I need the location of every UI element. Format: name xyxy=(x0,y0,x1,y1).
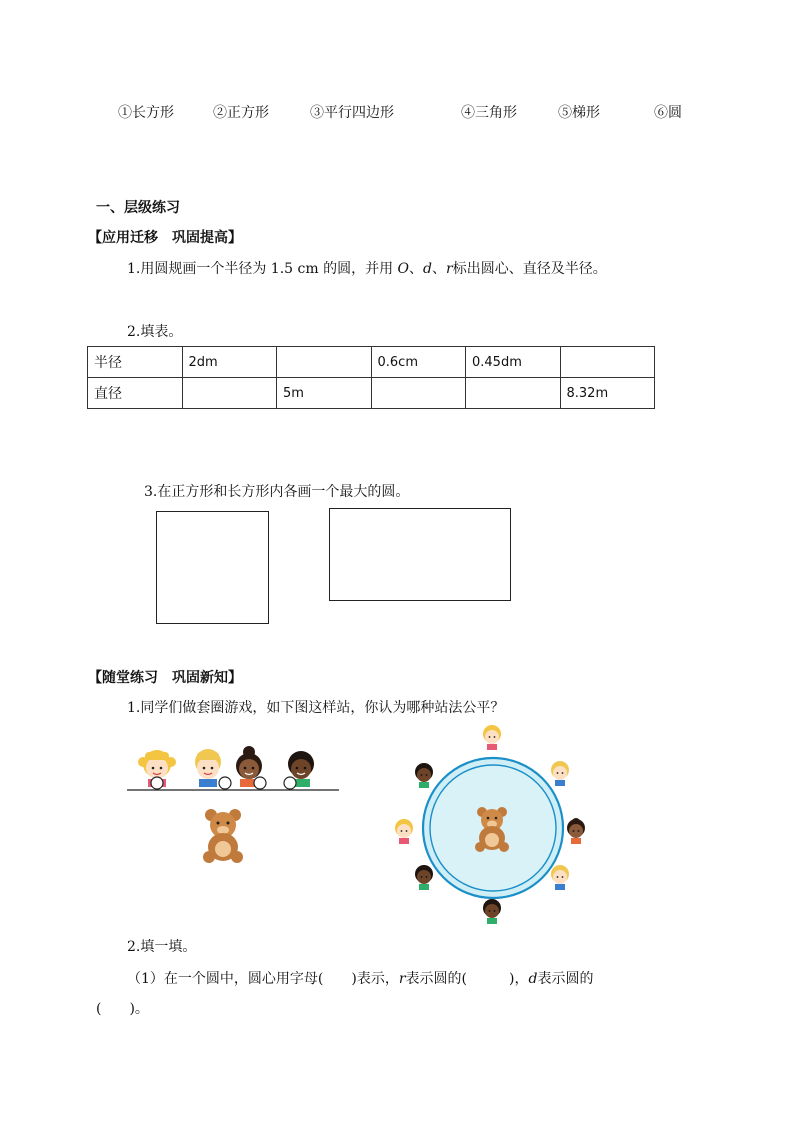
fill-in-part-a: （1）在一个圆中，圆心用字母( )表示， xyxy=(127,971,399,987)
question-3-draw-largest-circle: 3.在正方形和长方形内各画一个最大的圆。 xyxy=(144,484,410,500)
radius-diameter-table xyxy=(87,346,655,409)
fill-in-d: d xyxy=(528,971,538,987)
child-icon xyxy=(551,865,569,890)
question-2-fill-table: 2.填表。 xyxy=(127,324,183,340)
q1-sep2: 、 xyxy=(432,261,446,277)
table-cell[interactable] xyxy=(466,378,561,409)
shape-option-1: ①长方形 xyxy=(118,105,174,121)
q1-o: O xyxy=(397,261,410,277)
table-cell: 2dm xyxy=(182,347,277,378)
ring-icon xyxy=(284,777,296,789)
child-icon xyxy=(567,818,585,844)
fill-in-part-b: 表示圆的( )， xyxy=(405,971,529,987)
question-1-draw-circle xyxy=(127,258,607,278)
q1-post: 标出圆心、直径及半径。 xyxy=(452,261,607,277)
child-icon xyxy=(195,749,221,787)
child-icon xyxy=(551,761,569,786)
teddy-bear-icon xyxy=(203,809,243,863)
shape-option-6: ⑥圆 xyxy=(654,105,682,121)
table-row-diameter xyxy=(88,378,655,409)
table-cell: 5m xyxy=(277,378,372,409)
ring-icon xyxy=(151,777,163,789)
child-icon xyxy=(415,865,433,890)
question-fill-in: 2.填一填。 xyxy=(127,939,197,955)
circle-standing-illustration xyxy=(384,722,604,932)
q1-r: r xyxy=(446,261,453,277)
ring-icon xyxy=(254,777,266,789)
table-cell[interactable] xyxy=(371,378,466,409)
fill-in-part-c: 表示圆的 xyxy=(537,971,594,987)
question-ring-toss: 1.同学们做套圈游戏，如下图这样站，你认为哪种站法公平？ xyxy=(127,700,505,716)
q1-sep1: 、 xyxy=(409,261,424,277)
table-cell: 半径 xyxy=(88,347,183,378)
child-icon xyxy=(483,725,501,750)
table-cell: 直径 xyxy=(88,378,183,409)
table-cell[interactable] xyxy=(182,378,277,409)
section-subtitle-apply: 【应用迁移 巩固提高】 xyxy=(88,230,242,246)
section-subtitle-practice: 【随堂练习 巩固新知】 xyxy=(88,670,242,686)
table-cell: 0.6cm xyxy=(371,347,466,378)
row-standing-illustration xyxy=(125,735,345,865)
question-fill-in-1-line2: ( )。 xyxy=(96,1001,149,1017)
ring-icon xyxy=(219,777,231,789)
table-cell: 0.45dm xyxy=(466,347,561,378)
shape-option-3: ③平行四边形 xyxy=(310,105,394,121)
table-cell: 8.32m xyxy=(560,378,655,409)
section-title: 一、层级练习 xyxy=(96,200,180,216)
shape-option-5: ⑤梯形 xyxy=(558,105,600,121)
shape-option-4: ④三角形 xyxy=(461,105,517,121)
child-icon xyxy=(483,899,501,924)
q1-pre: 1.用圆规画一个半径为 1.5 cm 的圆，并用 xyxy=(127,261,398,277)
child-icon xyxy=(395,819,413,844)
table-cell[interactable] xyxy=(277,347,372,378)
q1-d: d xyxy=(423,261,432,277)
square-drawing-box[interactable] xyxy=(156,511,269,624)
table-row-radius xyxy=(88,347,655,378)
question-fill-in-1 xyxy=(127,968,593,988)
fill-in-r: r xyxy=(398,971,406,987)
table-cell[interactable] xyxy=(560,347,655,378)
shape-option-2: ②正方形 xyxy=(213,105,269,121)
rectangle-drawing-box[interactable] xyxy=(329,508,511,601)
child-icon xyxy=(415,763,433,788)
